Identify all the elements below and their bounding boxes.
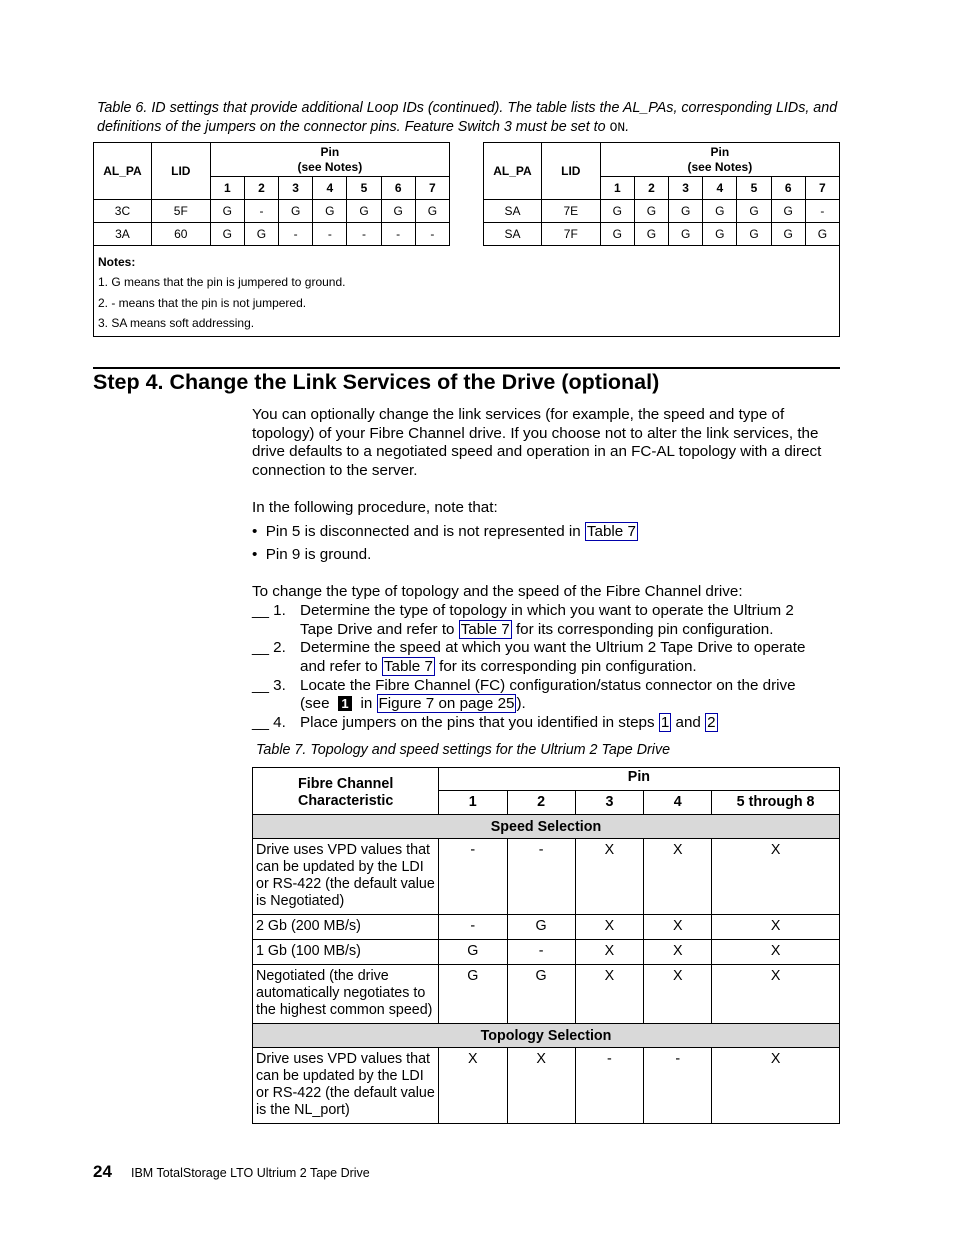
- cell-pin: X: [644, 965, 712, 1024]
- table-row: [253, 965, 840, 1024]
- table-row: [484, 200, 840, 223]
- note-1: 1. G means that the pin is jumpered to ground.: [98, 275, 346, 289]
- cell-pin: -: [347, 223, 381, 246]
- col-lid: LID: [541, 143, 600, 200]
- table-row: [484, 223, 840, 246]
- pin-header: 5 through 8: [712, 791, 840, 815]
- step-1-line1: Determine the type of topology in which you want to operate the Ultrium 2: [300, 602, 794, 619]
- pin-header: 3: [669, 177, 703, 200]
- cell-pin: X: [575, 965, 644, 1024]
- step-1-marker: __ 1.: [252, 602, 286, 619]
- cell-pin: X: [575, 915, 644, 940]
- cell-pin: -: [381, 223, 415, 246]
- on-setting: ON: [609, 120, 626, 135]
- cell-pin: G: [771, 200, 805, 223]
- page-number: 24: [93, 1162, 112, 1181]
- cell-pin: G: [634, 223, 668, 246]
- bullet-pin9: • Pin 9 is ground.: [252, 546, 372, 563]
- cell-description: Negotiated (the drive automatically negotiates to the highest common speed): [253, 965, 439, 1024]
- cell-pin: X: [575, 839, 644, 915]
- pin-header: 7: [805, 177, 839, 200]
- cell-description: Drive uses VPD values that can be updated by the LDI or RS-422 (the default value is the NL_port): [253, 1048, 439, 1124]
- notes-title: Notes:: [98, 255, 136, 269]
- step1-link[interactable]: 1: [660, 714, 670, 731]
- cell-lid: 5F: [151, 200, 210, 223]
- pin-header: 6: [381, 177, 415, 200]
- col-pin: Pin: [438, 768, 839, 791]
- cell-pin: -: [507, 940, 575, 965]
- cell-pin: G: [634, 200, 668, 223]
- col-lid: LID: [151, 143, 210, 200]
- table6-caption: Table 6. ID settings that provide additional Loop IDs (continued). The table lists the AL_PAs, corresponding LIDs, and definitions of the jumpers on the connector pins. Feature Switch 3 must be set to ON.: [97, 100, 838, 135]
- col-alpa: AL_PA: [484, 143, 542, 200]
- step-4-line1: Place jumpers on the pins that you identified in steps 1 and 2: [300, 714, 716, 731]
- cell-pin: G: [703, 200, 737, 223]
- cell-pin: G: [737, 223, 771, 246]
- cell-pin: G: [771, 223, 805, 246]
- pin-header: 4: [703, 177, 737, 200]
- cell-pin: X: [712, 940, 840, 965]
- cell-alpa: SA: [484, 200, 542, 223]
- cell-description: 2 Gb (200 MB/s): [253, 915, 439, 940]
- cell-pin: -: [313, 223, 347, 246]
- bullet-pin5: • Pin 5 is disconnected and is not represented in Table 7: [252, 523, 636, 540]
- table-row: [253, 940, 840, 965]
- figure7-link[interactable]: Figure 7 on page 25: [378, 695, 515, 712]
- cell-pin: G: [703, 223, 737, 246]
- pin-header: 1: [210, 177, 244, 200]
- cell-description: Drive uses VPD values that can be updated by the LDI or RS-422 (the default value is Negotiated): [253, 839, 439, 915]
- table6-left: [93, 142, 450, 246]
- cell-pin: G: [244, 223, 278, 246]
- step-2-line2: and refer to Table 7 for its corresponding pin configuration.: [300, 658, 697, 675]
- pin-header: 5: [737, 177, 771, 200]
- cell-pin: G: [805, 223, 839, 246]
- col-pin: Pin (see Notes): [210, 143, 449, 177]
- cell-lid: 7E: [541, 200, 600, 223]
- cell-pin: G: [600, 223, 634, 246]
- cell-pin: X: [507, 1048, 575, 1124]
- cell-lid: 7F: [541, 223, 600, 246]
- cell-pin: G: [210, 200, 244, 223]
- pin-header: 3: [279, 177, 313, 200]
- cell-pin: -: [415, 223, 449, 246]
- table-row: [253, 915, 840, 940]
- table-row: [94, 200, 450, 223]
- cell-pin: X: [438, 1048, 507, 1124]
- cell-pin: -: [805, 200, 839, 223]
- step-1-line2: Tape Drive and refer to Table 7 for its corresponding pin configuration.: [300, 621, 774, 638]
- step-2-marker: __ 2.: [252, 639, 286, 656]
- pin-header: 2: [507, 791, 575, 815]
- cell-pin: X: [712, 1048, 840, 1124]
- cell-pin: G: [507, 915, 575, 940]
- cell-pin: -: [244, 200, 278, 223]
- col-pin: Pin (see Notes): [600, 143, 839, 177]
- pin-header: 3: [575, 791, 644, 815]
- pin-header: 1: [600, 177, 634, 200]
- cell-alpa: SA: [484, 223, 542, 246]
- cell-pin: -: [438, 839, 507, 915]
- cell-pin: G: [313, 200, 347, 223]
- pin-header: 2: [634, 177, 668, 200]
- pin-header: 7: [415, 177, 449, 200]
- cell-pin: G: [438, 940, 507, 965]
- step-2-line1: Determine the speed at which you want the Ultrium 2 Tape Drive to operate: [300, 639, 806, 656]
- cell-description: 1 Gb (100 MB/s): [253, 940, 439, 965]
- note-3: 3. SA means soft addressing.: [98, 316, 255, 330]
- cell-pin: X: [575, 940, 644, 965]
- cell-pin: G: [600, 200, 634, 223]
- cell-pin: G: [415, 200, 449, 223]
- table6-right: [483, 142, 840, 246]
- cell-pin: X: [644, 915, 712, 940]
- footer-title: IBM TotalStorage LTO Ultrium 2 Tape Drive: [131, 1166, 370, 1180]
- table7-link[interactable]: Table 7: [460, 621, 510, 638]
- cell-pin: G: [210, 223, 244, 246]
- cell-pin: -: [575, 1048, 644, 1124]
- pin-header: 2: [244, 177, 278, 200]
- pin-header: 4: [644, 791, 712, 815]
- intro-paragraph: You can optionally change the link services (for example, the speed and type of topology) of your Fibre Channel drive. If you choose not to alter the link services, the drive defaults to a negotiated speed and operation in an FC-AL topology with a direct connection to the server.: [252, 406, 822, 479]
- cell-pin: G: [438, 965, 507, 1024]
- cell-pin: -: [644, 1048, 712, 1124]
- cell-pin: -: [507, 839, 575, 915]
- table-row: [253, 839, 840, 915]
- cell-pin: G: [737, 200, 771, 223]
- table7: [252, 767, 840, 1124]
- cell-pin: X: [712, 839, 840, 915]
- procedure-intro: To change the type of topology and the speed of the Fibre Channel drive:: [252, 583, 743, 600]
- col-characteristic: Fibre Channel Characteristic: [253, 768, 439, 815]
- table6-notes: [93, 244, 840, 337]
- cell-alpa: 3A: [94, 223, 152, 246]
- section-topology: Topology Selection: [253, 1024, 840, 1048]
- table7-link[interactable]: Table 7: [586, 523, 636, 540]
- cell-pin: G: [669, 223, 703, 246]
- note-2: 2. - means that the pin is not jumpered.: [98, 296, 307, 310]
- cell-pin: X: [644, 839, 712, 915]
- cell-pin: G: [381, 200, 415, 223]
- pin-header: 6: [771, 177, 805, 200]
- pin-header: 4: [313, 177, 347, 200]
- step-3-line1: Locate the Fibre Channel (FC) configuration/status connector on the drive: [300, 677, 796, 694]
- cell-pin: -: [279, 223, 313, 246]
- table-row: [94, 223, 450, 246]
- pin-header: 1: [438, 791, 507, 815]
- cell-pin: -: [438, 915, 507, 940]
- cell-pin: G: [507, 965, 575, 1024]
- table7-caption: Table 7. Topology and speed settings for the Ultrium 2 Tape Drive: [256, 742, 671, 758]
- cell-pin: X: [712, 915, 840, 940]
- col-alpa: AL_PA: [94, 143, 152, 200]
- pin-header: 5: [347, 177, 381, 200]
- callout-badge: 1: [338, 696, 352, 711]
- section-speed: Speed Selection: [253, 815, 840, 839]
- step-3-marker: __ 3.: [252, 677, 286, 694]
- step-4-marker: __ 4.: [252, 714, 286, 731]
- step-3-line2: (see 1 in Figure 7 on page 25 ).: [300, 695, 526, 712]
- step-heading: Step 4. Change the Link Services of the Drive (optional): [93, 370, 660, 394]
- cell-pin: G: [347, 200, 381, 223]
- cell-pin: G: [669, 200, 703, 223]
- cell-alpa: 3C: [94, 200, 152, 223]
- cell-pin: G: [279, 200, 313, 223]
- cell-pin: X: [712, 965, 840, 1024]
- procedure-note: In the following procedure, note that:: [252, 499, 498, 516]
- cell-pin: X: [644, 940, 712, 965]
- heading-rule: [93, 367, 840, 369]
- table-row: [253, 1048, 840, 1124]
- cell-lid: 60: [151, 223, 210, 246]
- step2-link[interactable]: 2: [707, 714, 716, 731]
- table7-link[interactable]: Table 7: [383, 658, 433, 675]
